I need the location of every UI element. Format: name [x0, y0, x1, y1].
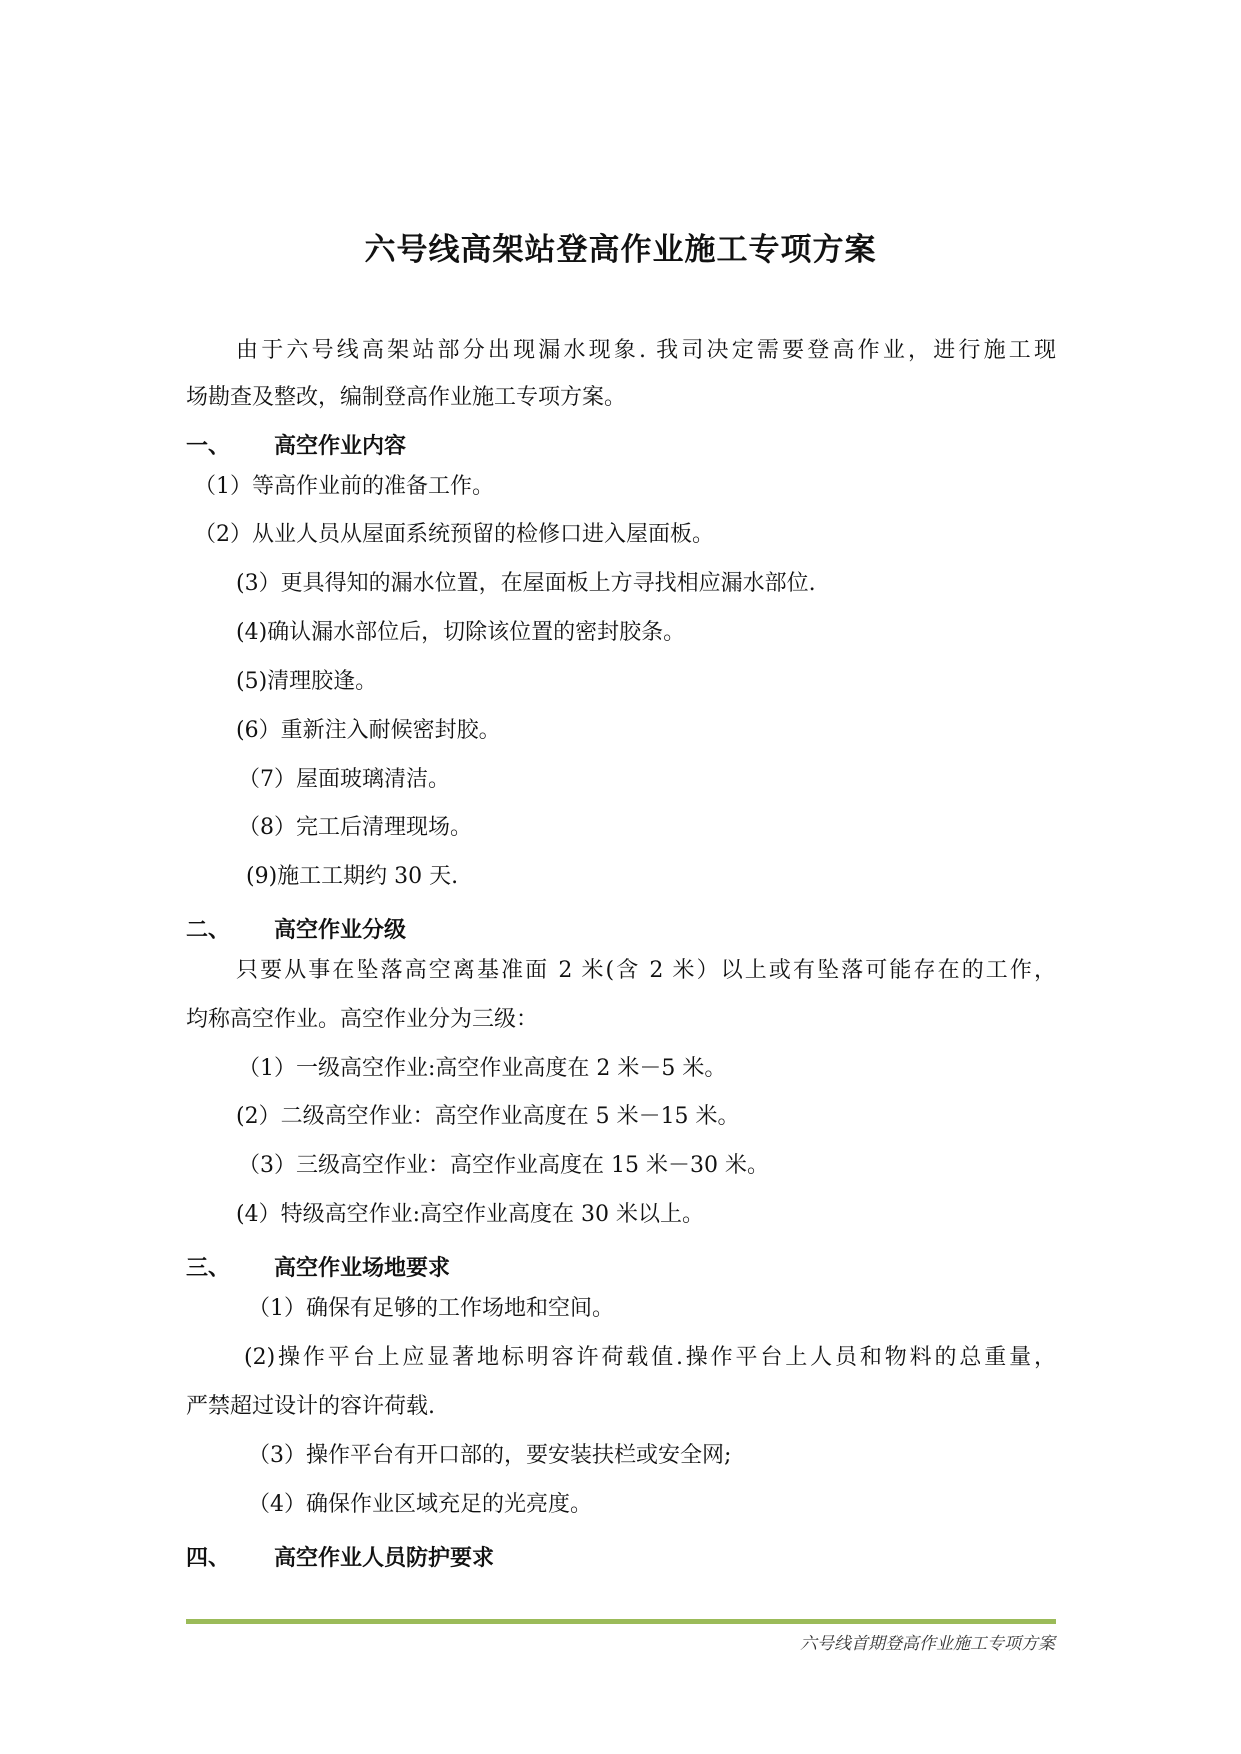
- list-item-continuation: 严禁超过设计的容许荷载.: [186, 1394, 435, 1419]
- intro-line-1: 由于六号线高架站部分出现漏水现象. 我司决定需要登高作业，进行施工现: [236, 338, 1056, 363]
- section-title: 高空作业分级: [274, 918, 407, 943]
- list-item: (2）二级高空作业：高空作业高度在 5 米－15 米。: [236, 1104, 740, 1129]
- section-heading-3: [186, 1254, 450, 1284]
- section-title: 高空作业人员防护要求: [274, 1546, 495, 1571]
- list-item: （3）三级高空作业：高空作业高度在 15 米－30 米。: [238, 1153, 769, 1178]
- section-heading-1: [186, 432, 406, 462]
- section-heading-2: [186, 916, 406, 946]
- list-item: （7）屋面玻璃清洁。: [238, 767, 450, 792]
- section-number: 二、: [186, 918, 231, 943]
- list-item: (9)施工工期约 30 天.: [246, 864, 459, 889]
- list-item: (2)操作平台上应显著地标明容许荷载值.操作平台上人员和物料的总重量，: [244, 1345, 1056, 1370]
- list-item: （3）操作平台有开口部的，要安装扶栏或安全网;: [248, 1443, 732, 1468]
- paragraph-line-1: 只要从事在坠落高空离基准面 2 米(含 2 米）以上或有坠落可能存在的工作，: [236, 958, 1056, 983]
- section-title: 高空作业场地要求: [274, 1256, 451, 1281]
- paragraph-line-2: 均称高空作业。高空作业分为三级：: [186, 1007, 539, 1032]
- footer-text: 六号线首期登高作业施工专项方案: [800, 1634, 1055, 1654]
- list-item: (6）重新注入耐候密封胶。: [236, 718, 501, 743]
- footer-rule: [186, 1619, 1056, 1624]
- list-item: (4)确认漏水部位后，切除该位置的密封胶条。: [236, 620, 686, 645]
- section-title: 高空作业内容: [274, 434, 407, 459]
- list-item: (5)清理胶逢。: [236, 669, 378, 694]
- list-item: （2）从业人员从屋面系统预留的检修口进入屋面板。: [194, 522, 714, 547]
- document-title: 六号线高架站登高作业施工专项方案: [364, 232, 877, 268]
- list-item: （4）确保作业区域充足的光亮度。: [248, 1492, 592, 1517]
- section-number: 一、: [186, 434, 231, 459]
- list-item: （8）完工后清理现场。: [238, 815, 472, 840]
- intro-line-2: 场勘查及整改，编制登高作业施工专项方案。: [186, 385, 627, 410]
- list-item: （1）等高作业前的准备工作。: [194, 474, 494, 499]
- section-number: 三、: [186, 1256, 231, 1281]
- list-item: （1）确保有足够的工作场地和空间。: [248, 1296, 614, 1321]
- section-heading-4: [186, 1544, 494, 1574]
- list-item: (3）更具得知的漏水位置，在屋面板上方寻找相应漏水部位.: [236, 571, 816, 596]
- list-item: (4）特级高空作业:高空作业高度在 30 米以上。: [236, 1202, 704, 1227]
- list-item: （1）一级高空作业:高空作业高度在 2 米－5 米。: [238, 1056, 727, 1081]
- section-number: 四、: [186, 1546, 231, 1571]
